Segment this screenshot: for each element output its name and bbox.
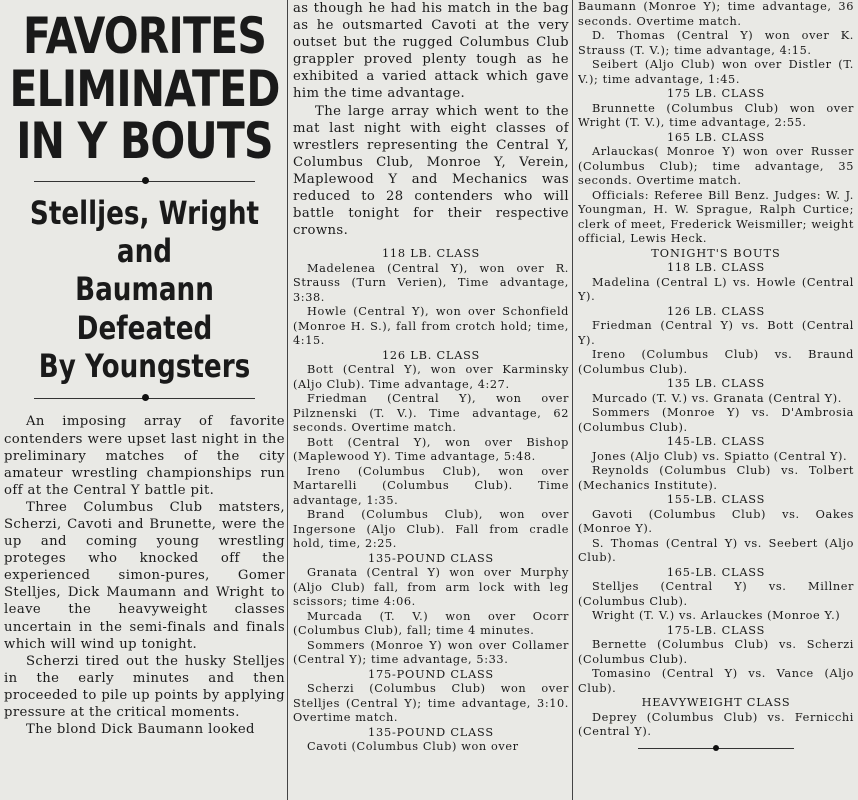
weight-class-heading: 126 LB. CLASS — [666, 304, 766, 318]
result-entry: Jones (Aljo Club) vs. Spiatto (Central Y). — [592, 449, 848, 463]
column-1 — [4, 0, 285, 738]
weight-class-heading: HEAVYWEIGHT CLASS — [641, 696, 791, 709]
results-list-col3 — [578, 0, 854, 740]
paragraph: Scherzi tired out the husky Stelljes in the early minutes and then proceeded to pile up points by applying pressure at the critical moments. — [4, 653, 285, 721]
column-3 — [578, 0, 854, 754]
subheadline — [10, 194, 280, 386]
result-entry: D. Thomas (Central Y) won over K. Strauss (T. V.); time advantage, 4:15. — [578, 29, 854, 57]
results-list-col2 — [293, 247, 569, 755]
subheadline-line: Baumann Defeated — [75, 270, 214, 347]
end-divider — [638, 742, 794, 754]
weight-class-heading: 175-LB. CLASS — [666, 623, 766, 637]
weight-class-heading: 118 LB. CLASS — [381, 247, 481, 261]
result-entry: Deprey (Columbus Club) vs. Fernicchi (Central Y). — [578, 710, 854, 738]
result-entry: Tomasino (Central Y) vs. Vance (Aljo Club). — [578, 667, 854, 695]
weight-class-heading: 175 LB. CLASS — [666, 87, 766, 100]
weight-class-heading: 165 LB. CLASS — [666, 130, 766, 144]
result-entry: Bernette (Columbus Club) vs. Scherzi (Columbus Club). — [578, 638, 854, 666]
paragraph: The blond Dick Baumann looked — [26, 722, 255, 738]
result-entry: Brunnette (Columbus Club) won over Wright (T. V.), time advantage, 2:55. — [578, 101, 854, 129]
subheadline-divider — [34, 391, 255, 405]
section-heading: TONIGHT'S BOUTS — [651, 246, 781, 260]
result-entry: Bott (Central Y), won over Karminsky (Aljo Club). Time advantage, 4:27. — [293, 363, 569, 391]
headline-line: IN Y BOUTS — [16, 112, 273, 170]
column-2 — [293, 0, 569, 755]
result-entry: Gavoti (Columbus Club) vs. Oakes (Monroe Y). — [578, 507, 854, 535]
headline-line: FAVORITES — [22, 7, 267, 65]
article-body-col1 — [4, 413, 285, 738]
article-body-col2 — [293, 0, 569, 239]
subheadline-line: Stelljes, Wright and — [29, 193, 260, 270]
result-entry: Scherzi (Columbus Club) won over Stelljes (Central Y); time advantage, 3:10. Overtime match. — [293, 682, 569, 725]
result-entry: Ireno (Columbus Club) vs. Braund (Columbus Club). — [578, 348, 854, 376]
result-entry: Ireno (Columbus Club), won over Martarelli (Columbus Club). Time advantage, 1:35. — [293, 464, 569, 507]
result-entry: Officials: Referee Bill Benz. Judges: W. J. Youngman, H. W. Sprague, Ralph Curtice; clerk of meet, Frederick Weismiller; weight official, Lewis Heck. — [578, 188, 854, 245]
column-rule — [287, 0, 288, 800]
weight-class-heading: 126 LB. CLASS — [381, 348, 481, 362]
headline — [5, 7, 285, 170]
paragraph: Three Columbus Club matsters, Scherzi, Cavoti and Brunette, were the up and coming young wrestling proteges who knocked off the experienced simon-pures, Gomer Stelljes, Dick Maumann and Wright to leave the heavyweight classes uncertain in the semi-finals and finals which will wind up tonight. — [4, 499, 285, 652]
result-entry: Stelljes (Central Y) vs. Millner (Columbus Club). — [578, 580, 854, 608]
result-entry: Sommers (Monroe Y) vs. D'Ambrosia (Columbus Club). — [578, 406, 854, 434]
result-entry: Brand (Columbus Club), won over Ingersone (Aljo Club). Fall from cradle hold, time, 2:25. — [293, 508, 569, 551]
weight-class-heading: 145-LB. CLASS — [666, 435, 766, 448]
result-entry: Murcada (T. V.) won over Ocorr (Columbus Club), fall; time 4 minutes. — [293, 609, 569, 638]
paragraph: as though he had his match in the bag as he outsmarted Cavoti at the very outset but the rugged Columbus Club grappler proved plenty tough as he exhibited a varied attack which gave him the time advantage. — [293, 1, 569, 102]
weight-class-heading: 118 LB. CLASS — [666, 261, 766, 274]
result-entry: S. Thomas (Central Y) vs. Seebert (Aljo Club). — [578, 536, 854, 564]
result-entry: Granata (Central Y) won over Murphy (Aljo Club) fall, from arm lock with leg scissors; time 4:06. — [293, 566, 569, 609]
result-entry: Howle (Central Y), won over Schonfield (Monroe H. S.), fall from crotch hold; time, 4:15. — [293, 305, 569, 348]
result-entry: Madelenea (Central Y), won over R. Strauss (Turn Verien), Time advantage, 3:38. — [293, 261, 569, 304]
result-entry: Wright (T. V.) vs. Arlauckes (Monroe Y.) — [592, 609, 841, 622]
result-entry: Cavoti (Columbus Club) won over — [307, 740, 519, 754]
result-entry: Friedman (Central Y), won over Pilznenski (T. V.). Time advantage, 62 seconds. Overtime match. — [293, 392, 569, 435]
column-rule — [572, 0, 573, 800]
weight-class-heading: 135-POUND CLASS — [368, 725, 494, 739]
weight-class-heading: 155-LB. CLASS — [666, 493, 766, 506]
subheadline-line: By Youngsters — [38, 347, 251, 386]
result-entry: Bott (Central Y), won over Bishop (Maplewood Y). Time advantage, 5:48. — [293, 435, 569, 464]
result-entry: Arlauckas( Monroe Y) won over Russer (Columbus Club); time advantage, 35 seconds. Overtime match. — [578, 145, 854, 187]
result-entry: Baumann (Monroe Y); time advantage, 36 seconds. Overtime match. — [578, 0, 854, 28]
paragraph: The large array which went to the mat last night with eight classes of wrestlers representing the Central Y, Columbus Club, Monroe Y, Verein, Maplewood Y and Mechanics was reduced to 28 contenders who will battle tonight for their respective crowns. — [293, 103, 569, 239]
paragraph: An imposing array of favorite contenders were upset last night in the preliminary matches of the city amateur wrestling championships run off at the Central Y battle pit. — [4, 414, 285, 498]
result-entry: Sommers (Monroe Y) won over Collamer (Central Y); time advantage, 5:33. — [293, 638, 569, 667]
result-entry: Friedman (Central Y) vs. Bott (Central Y). — [578, 319, 854, 347]
result-entry: Reynolds (Columbus Club) vs. Tolbert (Mechanics Institute). — [578, 464, 854, 492]
result-entry: Madelina (Central L) vs. Howle (Central Y). — [578, 275, 854, 303]
weight-class-heading: 165-LB. CLASS — [666, 565, 766, 579]
weight-class-heading: 175-POUND CLASS — [368, 667, 494, 681]
result-entry: Seibert (Aljo Club) won over Distler (T. V.); time advantage, 1:45. — [578, 58, 854, 86]
weight-class-heading: 135 LB. CLASS — [666, 377, 766, 390]
result-entry: Murcado (T. V.) vs. Granata (Central Y). — [592, 391, 842, 405]
weight-class-heading: 135-POUND CLASS — [368, 551, 494, 565]
headline-line: ELIMINATED — [9, 59, 280, 118]
headline-divider — [34, 174, 255, 188]
